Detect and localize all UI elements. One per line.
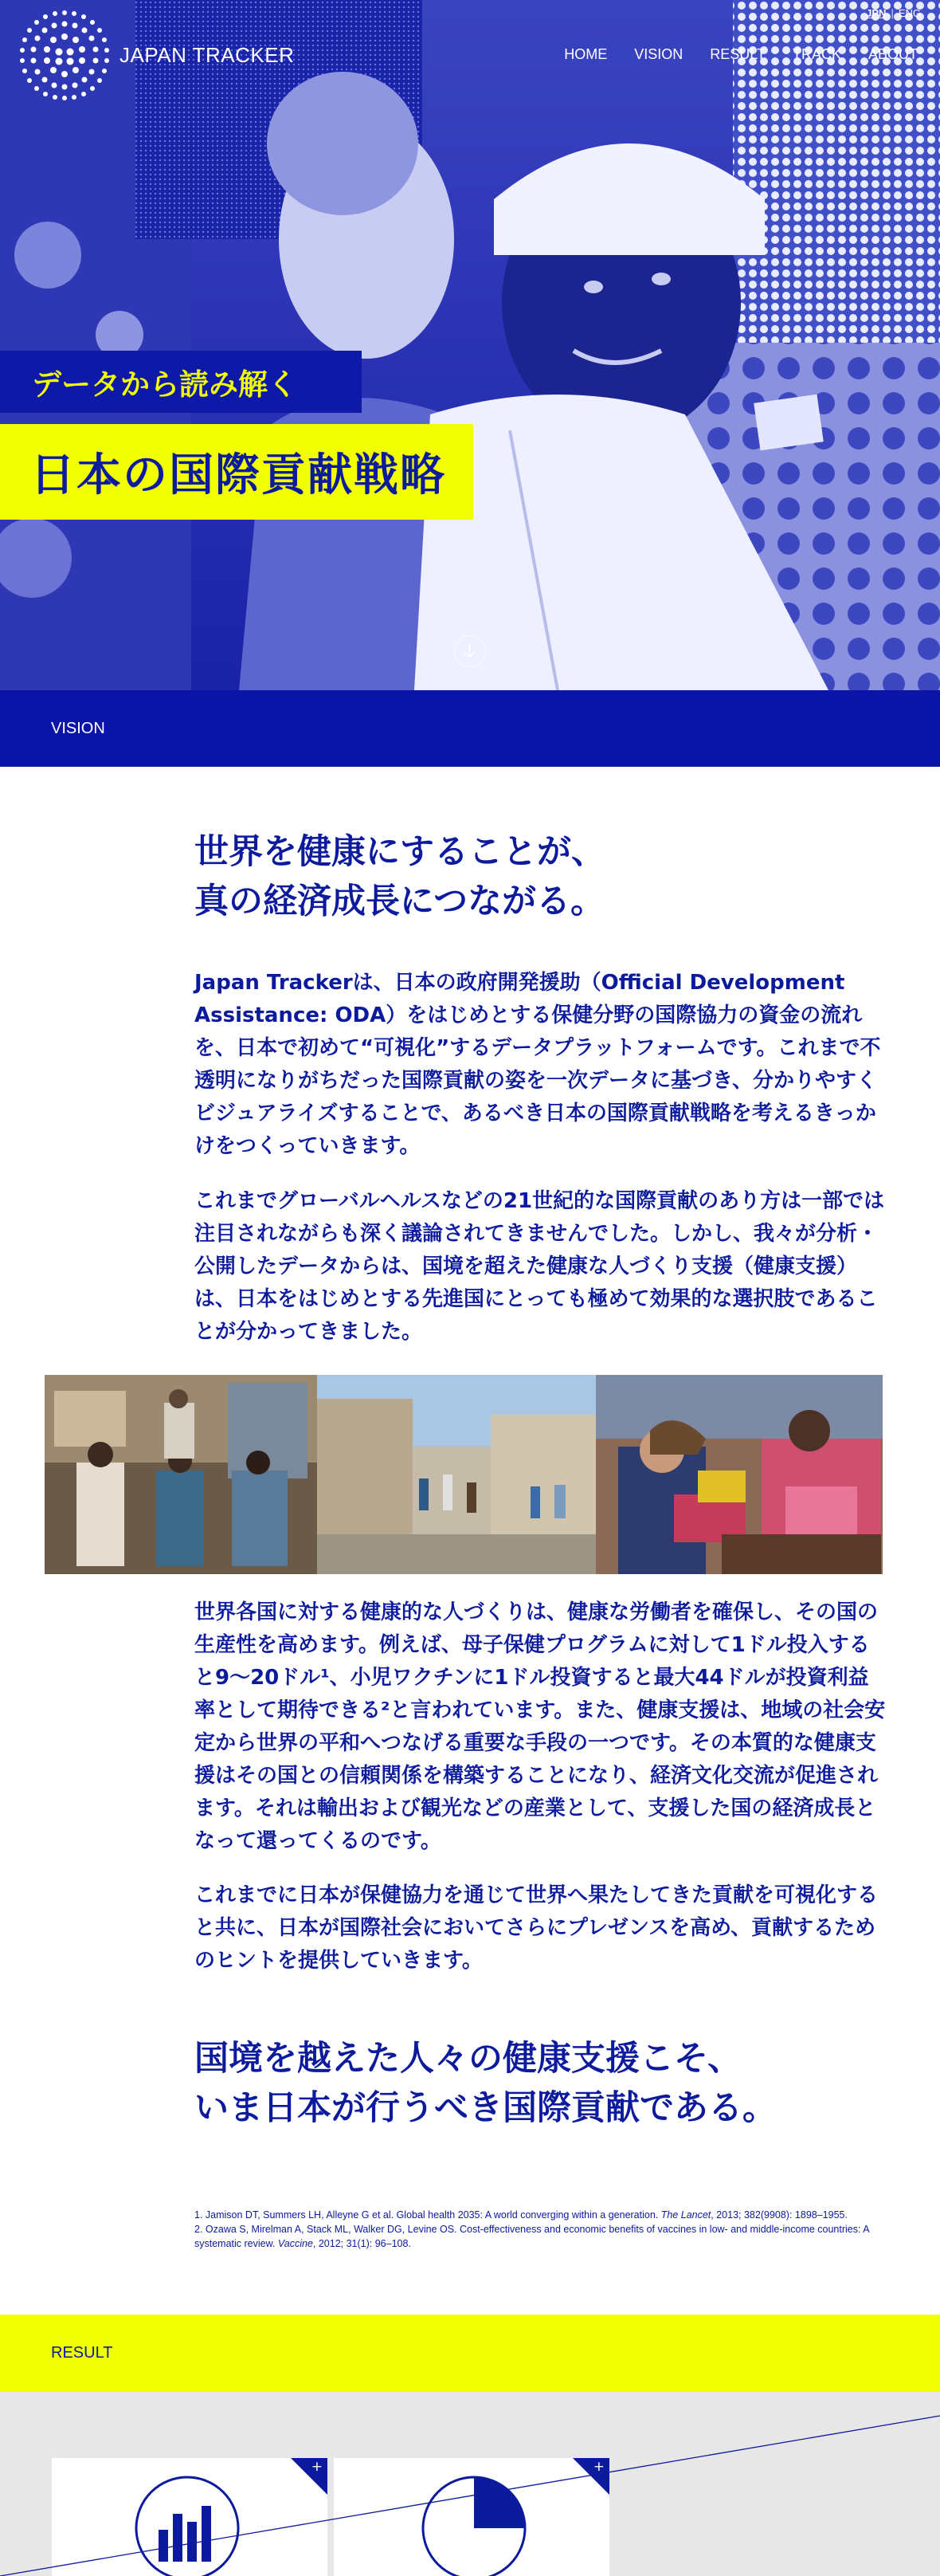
- vision-paragraph-3: 世界各国に対する健康的な人づくりは、健康な労働者を確保し、その国の生産性を高めます。例えば、母子保健プログラムに対して1ドル投入すると9〜20ドル¹、小児ワクチンに1ドル投資すると最大44ドルが投資利益率として期待できる²と言われています。また、健康支援は、地域の社会安定から世界の平和へつなげる重要な手段の一つです。その本質的な健康支援はその国との信頼関係を構築することになり、経済文化交流が促進されます。それは輸出および観光などの産業として、支援した国の経済成長となって還ってくるのです。: [194, 1600, 886, 1853]
- main-nav: [537, 46, 918, 63]
- footnote-1-citation: , 2013; 382(9908): 1898–1955.: [711, 2209, 848, 2221]
- nav-track[interactable]: TRACK: [792, 46, 841, 62]
- logo-dots-icon: [18, 8, 112, 102]
- vision-paragraph-4: これまでに日本が保健協力を通じて世界へ果たしてきた貢献を可視化すると共に、日本が国際社会においてさらにプレゼンスを高め、貢献するためのヒントを提供していきます。: [194, 1883, 879, 1973]
- hero-subtitle-band: [0, 351, 362, 413]
- nav-about[interactable]: ABOUT: [868, 46, 918, 62]
- plus-icon[interactable]: +: [593, 2459, 605, 2475]
- lang-jpn[interactable]: JPN: [866, 7, 887, 19]
- footnote-2-journal: Vaccine: [277, 2238, 313, 2249]
- headline-line-2: 真の経済成長につながる。: [194, 882, 605, 921]
- diagonal-line: [0, 2392, 940, 2576]
- hero: [0, 0, 940, 690]
- vision-paragraph-1: Japan Trackerは、日本の政府開発援助（Official Development Assistance: ODA）をはじめとする保健分野の国際協力の資金の流れを、日本で初めて“可視化”するデータプラットフォームです。これまで不透明になりがちだった国際貢献の姿を一次データに基づき、分かりやすくビジュアライズすることで、あるべき日本の国際貢献戦略を考えるきっかけをつくっていきます。: [194, 971, 881, 1158]
- photo-strip: [45, 1375, 883, 1574]
- footnote-2-text: 2. Ozawa S, Mirelman A, Stack ML, Walker DG, Levine OS. Cost-effectiveness and economic benefits of vaccines in low- and middle-income countries: A systematic review.: [194, 2224, 869, 2249]
- footnote-2: [194, 2222, 887, 2251]
- hero-photo: [0, 0, 940, 690]
- language-switcher: [866, 7, 921, 19]
- nav-result[interactable]: RESULT: [710, 46, 766, 62]
- logo[interactable]: [18, 8, 294, 102]
- vision-section-bar: [0, 690, 940, 767]
- brand-name: JAPAN TRACKER: [119, 42, 295, 67]
- footnote-1-text: 1. Jamison DT, Summers LH, Alleyne G et al. Global health 2035: A world converging within a generation.: [194, 2209, 661, 2221]
- headline-line-1: 世界を健康にすることが、: [194, 832, 605, 872]
- scroll-down-button[interactable]: [454, 635, 486, 667]
- footnote-1-journal: The Lancet: [660, 2209, 711, 2221]
- result-area: [0, 2392, 940, 2576]
- vision-closing-headline: [194, 2034, 887, 2133]
- closing-line-2: いま日本が行うべき国際貢献である。: [194, 2088, 777, 2128]
- lang-separator: |: [891, 7, 894, 19]
- footnote-2-citation: , 2012; 31(1): 96–108.: [312, 2238, 411, 2249]
- footnotes: [194, 2208, 887, 2251]
- lang-eng[interactable]: ENG: [898, 7, 921, 19]
- nav-vision[interactable]: VISION: [634, 46, 683, 62]
- result-section-label: RESULT: [51, 2344, 113, 2362]
- hero-subtitle: データから読み解く: [32, 367, 297, 402]
- vision-headline: [194, 827, 887, 926]
- hero-title-band: [0, 424, 473, 520]
- vision-section-label: VISION: [51, 719, 105, 737]
- plus-icon[interactable]: +: [311, 2459, 323, 2475]
- closing-line-1: 国境を越えた人々の健康支援こそ、: [194, 2039, 742, 2079]
- hero-title: 日本の国際貢献戦略: [30, 450, 446, 501]
- scroll-down-icon: [455, 636, 484, 666]
- vision-paragraph-2: これまでグローバルヘルスなどの21世紀的な国際貢献のあり方は一部では注目されながらも深く議論されてきませんでした。しかし、我々が分析・公開したデータからは、国境を超えた健康な人づくり支援（健康支援）は、日本をはじめとする先進国にとっても極めて効果的な選択肢であることが分かってきました。: [194, 1189, 885, 1344]
- result-section-bar: [0, 2315, 940, 2392]
- footnote-1: [194, 2208, 887, 2222]
- nav-home[interactable]: HOME: [564, 46, 608, 62]
